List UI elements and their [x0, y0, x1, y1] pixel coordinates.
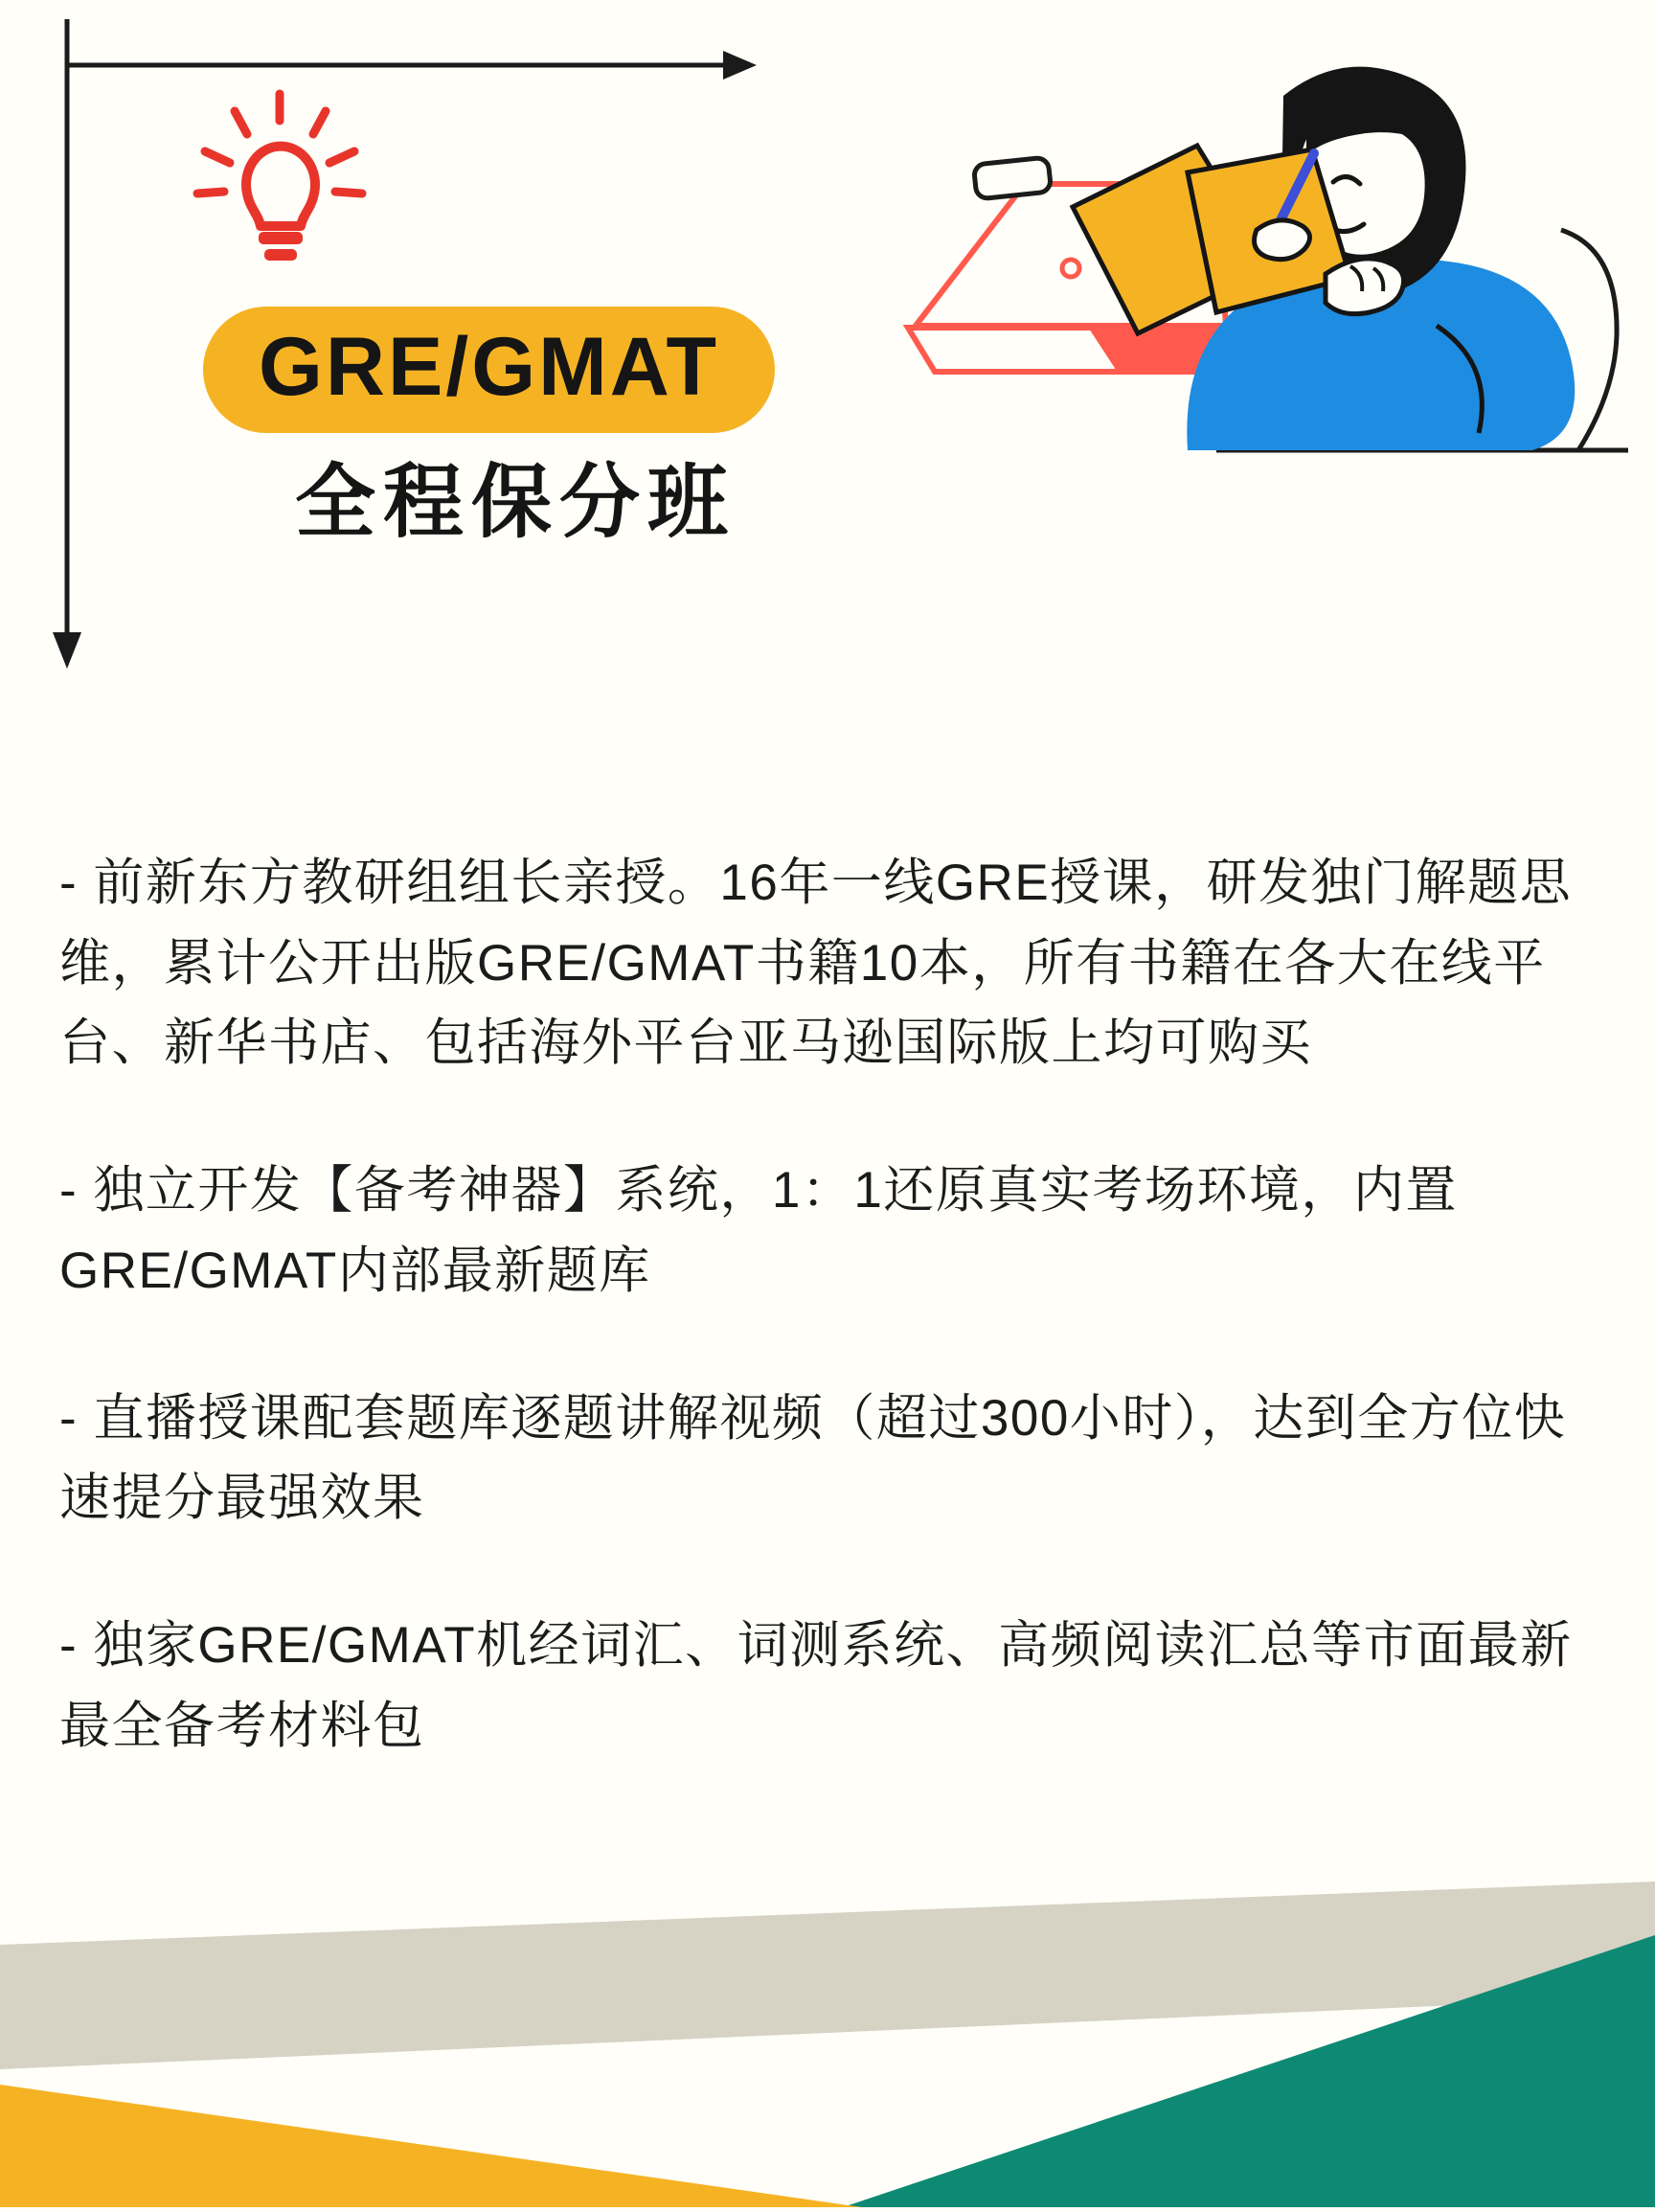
feature-paragraph-3: - 直播授课配套题库逐题讲解视频（超过300小时），达到全方位快速提分最强效果	[59, 1389, 1567, 1527]
course-badge-label: GRE/GMAT	[259, 321, 720, 413]
course-badge	[203, 307, 775, 433]
student-reading-with-laptop-illustration	[900, 38, 1628, 594]
body-content	[59, 843, 1611, 1767]
page-subtitle: 全程保分班	[295, 457, 737, 547]
bottom-decorative-ribbons	[0, 1881, 1655, 2207]
header	[0, 0, 1655, 728]
feature-paragraph-1: - 前新东方教研组组长亲授。16年一线GRE授课，研发独门解题思维，累计公开出版GRE/GMAT书籍10本，所有书籍在各大在线平台、新华书店、包括海外平台亚马逊国际版上均可购买	[59, 855, 1573, 1072]
title-block	[203, 307, 873, 546]
feature-paragraph-2: - 独立开发【备考神器】系统，1：1还原真实考场环境，内置GRE/GMAT内部最新题库	[59, 1162, 1458, 1299]
lightbulb-icon	[182, 86, 383, 268]
feature-paragraph-4: - 独家GRE/GMAT机经词汇、词测系统、高频阅读汇总等市面最新最全备考材料包	[59, 1617, 1573, 1754]
